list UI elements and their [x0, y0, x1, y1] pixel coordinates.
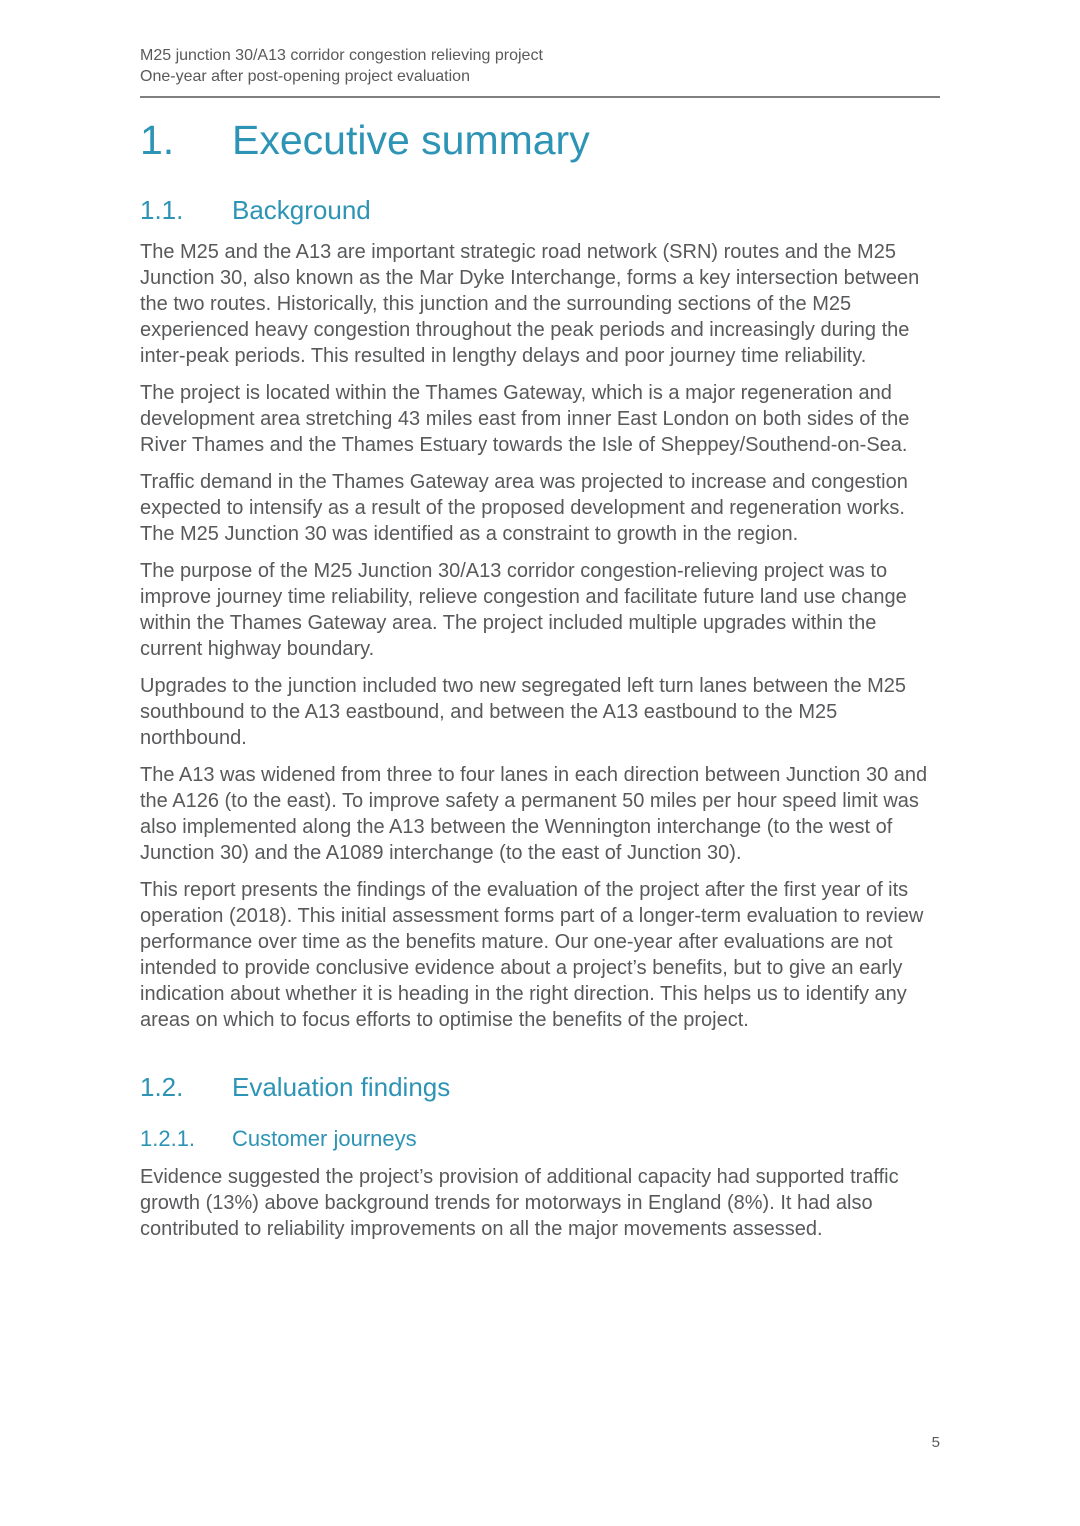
chapter-heading-executive-summary [140, 116, 940, 164]
paragraph-background-5: Upgrades to the junction included two new segregated left turn lanes between the M25 southbound to the A13 eastbound, and between the A13 eastbound to the M25 northbound. [140, 675, 907, 749]
header-report-subtitle: One-year after post-opening project evaluation [140, 68, 470, 85]
paragraph-background-4: The purpose of the M25 Junction 30/A13 corridor congestion-relieving project was to improve journey time reliability, relieve congestion and facilitate future land use change within the Thames Gateway area. The project included multiple upgrades within the current highway boundary. [140, 560, 907, 660]
paragraph-background-6: The A13 was widened from three to four lanes in each direction between Junction 30 and the A126 (to the east). To improve safety a permanent 50 miles per hour speed limit was also implemented along the A13 between the Wennington interchange (to the west of Junction 30) and the A1089 interchange (to the east of Junction 30). [140, 764, 928, 864]
page-number: 5 [931, 1434, 940, 1451]
section-number: 1.1. [140, 195, 184, 225]
section-heading-evaluation-findings [140, 1071, 940, 1103]
subsection-title: Customer journeys [232, 1126, 417, 1151]
chapter-title: Executive summary [232, 117, 590, 163]
paragraph-background-1: The M25 and the A13 are important strategic road network (SRN) routes and the M25 Junction 30, also known as the Mar Dyke Interchange, forms a key intersection between the two routes. Historically, this junction and the surrounding sections of the M25 experienced heavy congestion throughout the peak periods and increasingly during the inter-peak periods. This resulted in lengthy delays and poor journey time reliability. [140, 241, 920, 367]
paragraph-background-3: Traffic demand in the Thames Gateway area was projected to increase and congestion expected to intensify as a result of the proposed development and regeneration works. The M25 Junction 30 was identified as a constraint to growth in the region. [140, 471, 908, 545]
paragraph-customer-journeys-1: Evidence suggested the project’s provision of additional capacity had supported traffic growth (13%) above background trends for motorways in England (8%). It had also contributed to reliability improvements on all the major movements assessed. [140, 1166, 899, 1240]
section-title: Background [232, 195, 371, 225]
subsection-heading-customer-journeys [140, 1125, 940, 1153]
page-header [140, 45, 940, 87]
paragraph-background-2: The project is located within the Thames Gateway, which is a major regeneration and development area stretching 43 miles east from inner East London on both sides of the River Thames and the Thames Estuary towards the Isle of Sheppey/Southend-on-Sea. [140, 382, 910, 456]
subsection-number: 1.2.1. [140, 1126, 196, 1151]
section-heading-background [140, 194, 940, 226]
header-project-title: M25 junction 30/A13 corridor congestion relieving project [140, 47, 543, 64]
header-rule [140, 96, 940, 98]
section-title: Evaluation findings [232, 1072, 451, 1102]
paragraph-background-7: This report presents the findings of the evaluation of the project after the first year of its operation (2018). This initial assessment forms part of a longer-term evaluation to review performance over time as the benefits mature. Our one-year after evaluations are not intended to provide conclusive evidence about a project’s benefits, but to give an early indication about whether it is heading in the right direction. This helps us to identify any areas on which to focus efforts to optimise the benefits of the project. [140, 879, 924, 1031]
section-number: 1.2. [140, 1072, 184, 1102]
chapter-number: 1. [140, 117, 175, 163]
